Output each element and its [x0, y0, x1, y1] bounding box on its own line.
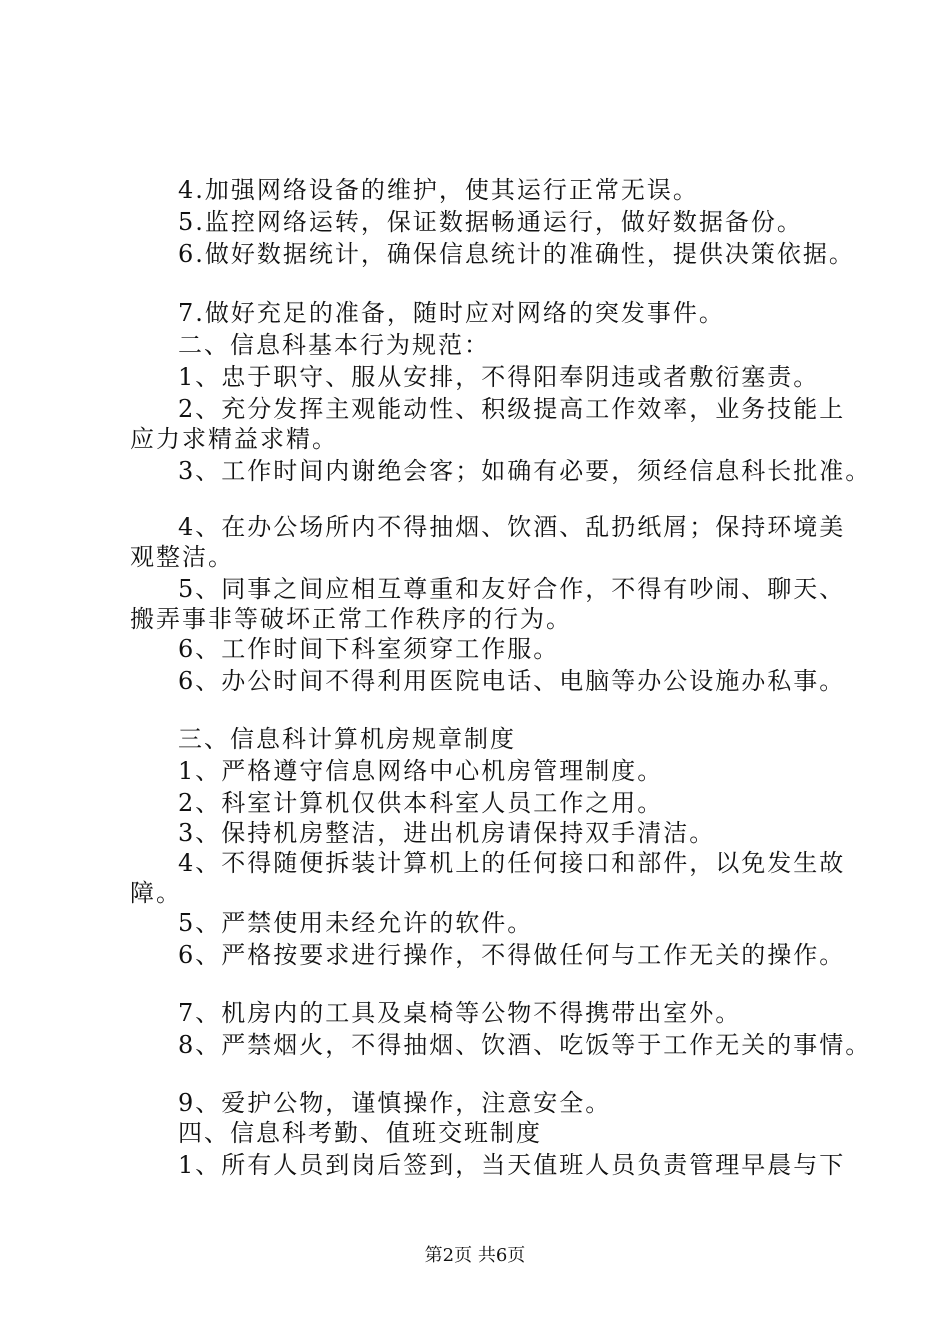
section-heading: 四、信息科考勤、值班交班制度 [178, 1119, 542, 1147]
text-line: 6、严格按要求进行操作，不得做任何与工作无关的操作。 [178, 941, 846, 969]
text-line: 4、在办公场所内不得抽烟、饮酒、乱扔纸屑；保持环境美 [178, 513, 846, 541]
text-line: 应力求精益求精。 [130, 425, 338, 453]
text-line: 8、严禁烟火，不得抽烟、饮酒、吃饭等于工作无关的事情。 [178, 1031, 872, 1059]
text-line: 1、忠于职守、服从安排，不得阳奉阴违或者敷衍塞责。 [178, 363, 820, 391]
text-line: 观整洁。 [130, 543, 234, 571]
text-line: 2、充分发挥主观能动性、积级提高工作效率，业务技能上 [178, 395, 846, 423]
section-heading: 三、信息科计算机房规章制度 [178, 725, 516, 753]
text-line: 6、工作时间下科室须穿工作服。 [178, 635, 560, 663]
text-line: 1、所有人员到岗后签到，当天值班人员负责管理早晨与下 [178, 1151, 846, 1179]
text-line: 障。 [130, 879, 182, 907]
text-line: 5、严禁使用未经允许的软件。 [178, 909, 534, 937]
text-line: 5.监控网络运转，保证数据畅通运行，做好数据备份。 [178, 208, 803, 236]
page-footer: 第2页 共6页 [424, 1245, 526, 1266]
text-line: 3、保持机房整洁，进出机房请保持双手清洁。 [178, 819, 716, 847]
text-line: 7、机房内的工具及桌椅等公物不得携带出室外。 [178, 999, 742, 1027]
text-line: 3、工作时间内谢绝会客；如确有必要，须经信息科长批准。 [178, 457, 872, 485]
text-line: 2、科室计算机仅供本科室人员工作之用。 [178, 789, 664, 817]
text-line: 4.加强网络设备的维护，使其运行正常无误。 [178, 176, 699, 204]
text-line: 6、办公时间不得利用医院电话、电脑等办公设施办私事。 [178, 667, 846, 695]
text-line: 1、严格遵守信息网络中心机房管理制度。 [178, 757, 664, 785]
text-line: 4、不得随便拆装计算机上的任何接口和部件，以免发生故 [178, 849, 846, 877]
text-line: 6.做好数据统计，确保信息统计的准确性，提供决策依据。 [178, 240, 855, 268]
section-heading: 二、信息科基本行为规范： [178, 331, 490, 359]
text-line: 7.做好充足的准备，随时应对网络的突发事件。 [178, 299, 725, 327]
text-line: 搬弄事非等破坏正常工作秩序的行为。 [130, 605, 572, 633]
text-line: 9、爱护公物，谨慎操作，注意安全。 [178, 1089, 612, 1117]
text-line: 5、同事之间应相互尊重和友好合作，不得有吵闹、聊天、 [178, 575, 846, 603]
